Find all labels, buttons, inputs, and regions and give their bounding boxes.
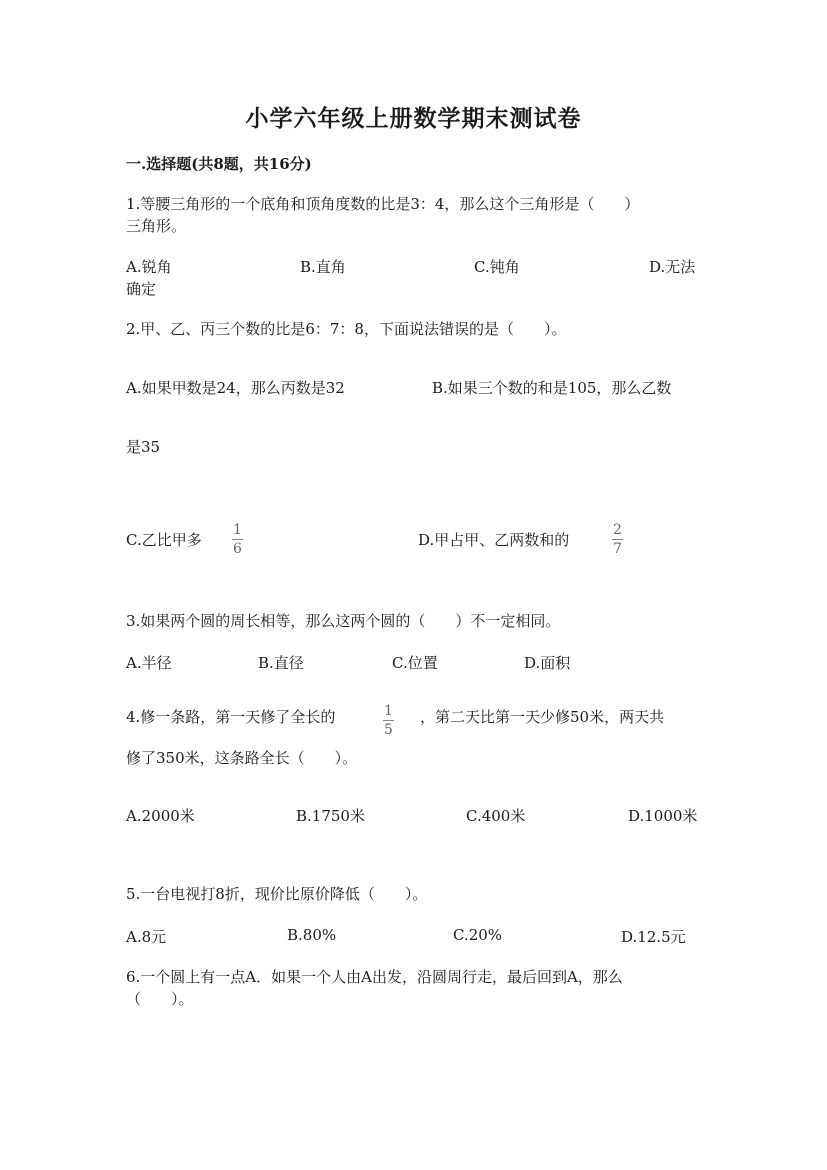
fraction-denominator: 6 [233,541,242,557]
question-4-option-c: C.400米 [466,807,526,825]
fraction-denominator: 7 [613,541,622,557]
question-2-option-a: A.如果甲数是24，那么丙数是32 [126,379,345,397]
question-3-text: 3.如果两个圆的周长相等，那么这两个圆的（ ）不一定相同。 [126,612,561,630]
question-5-option-a: A.8元 [126,928,167,946]
question-2-option-c: C.乙比甲多 [126,531,202,549]
question-3-option-a: A.半径 [126,654,172,672]
fraction-numerator: 1 [233,522,242,538]
section-heading: 一.选择题(共8题，共16分) [126,155,312,173]
fraction-bar [232,539,243,540]
question-3-option-c: C.位置 [392,654,438,672]
fraction-one-sixth [232,522,243,557]
question-5-option-b: B.80% [287,926,337,944]
fraction-bar [612,539,623,540]
question-5-option-c: C.20% [453,926,503,944]
question-1-text-cont: 三角形。 [126,217,187,235]
question-2-text: 2.甲、乙、丙三个数的比是6：7：8，下面说法错误的是（ ）。 [126,320,567,338]
question-4-option-d: D.1000米 [628,807,698,825]
question-4-option-a: A.2000米 [126,807,195,825]
question-4-text-cont: 修了350米，这条路全长（ ）。 [126,749,358,767]
question-3-option-d: D.面积 [524,654,571,672]
question-2-option-b-cont: 是35 [126,438,161,456]
page-title: 小学六年级上册数学期末测试卷 [245,105,582,132]
question-4-text-part2: ，第二天比第一天少修50米，两天共 [420,708,665,726]
question-1-option-c: C.钝角 [474,258,520,276]
question-1-text: 1.等腰三角形的一个底角和顶角度数的比是3：4，那么这个三角形是（ ） [126,195,640,213]
question-1-option-d: D.无法 [649,258,696,276]
question-4-option-b: B.1750米 [296,807,365,825]
fraction-bar [383,720,394,721]
question-5-option-d: D.12.5元 [621,928,686,946]
fraction-numerator: 2 [613,522,622,538]
question-1-option-d-cont: 确定 [126,280,157,298]
question-6-text: 6.一个圆上有一点A．如果一个人由A出发，沿圆周行走，最后回到A，那么 [126,968,623,986]
fraction-two-sevenths [612,522,623,557]
question-5-text: 5.一台电视打8折，现价比原价降低（ ）。 [126,885,428,903]
question-1-option-b: B.直角 [300,258,346,276]
fraction-numerator: 1 [384,703,393,719]
question-6-text-cont: （ ）。 [126,990,194,1008]
question-3-option-b: B.直径 [258,654,304,672]
question-1-option-a: A.锐角 [126,258,172,276]
fraction-one-fifth [383,703,394,738]
question-2-option-b: B.如果三个数的和是105，那么乙数 [432,379,672,397]
fraction-denominator: 5 [384,722,393,738]
question-2-option-d: D.甲占甲、乙两数和的 [418,531,570,549]
question-4-text: 4.修一条路，第一天修了全长的 [126,708,336,726]
